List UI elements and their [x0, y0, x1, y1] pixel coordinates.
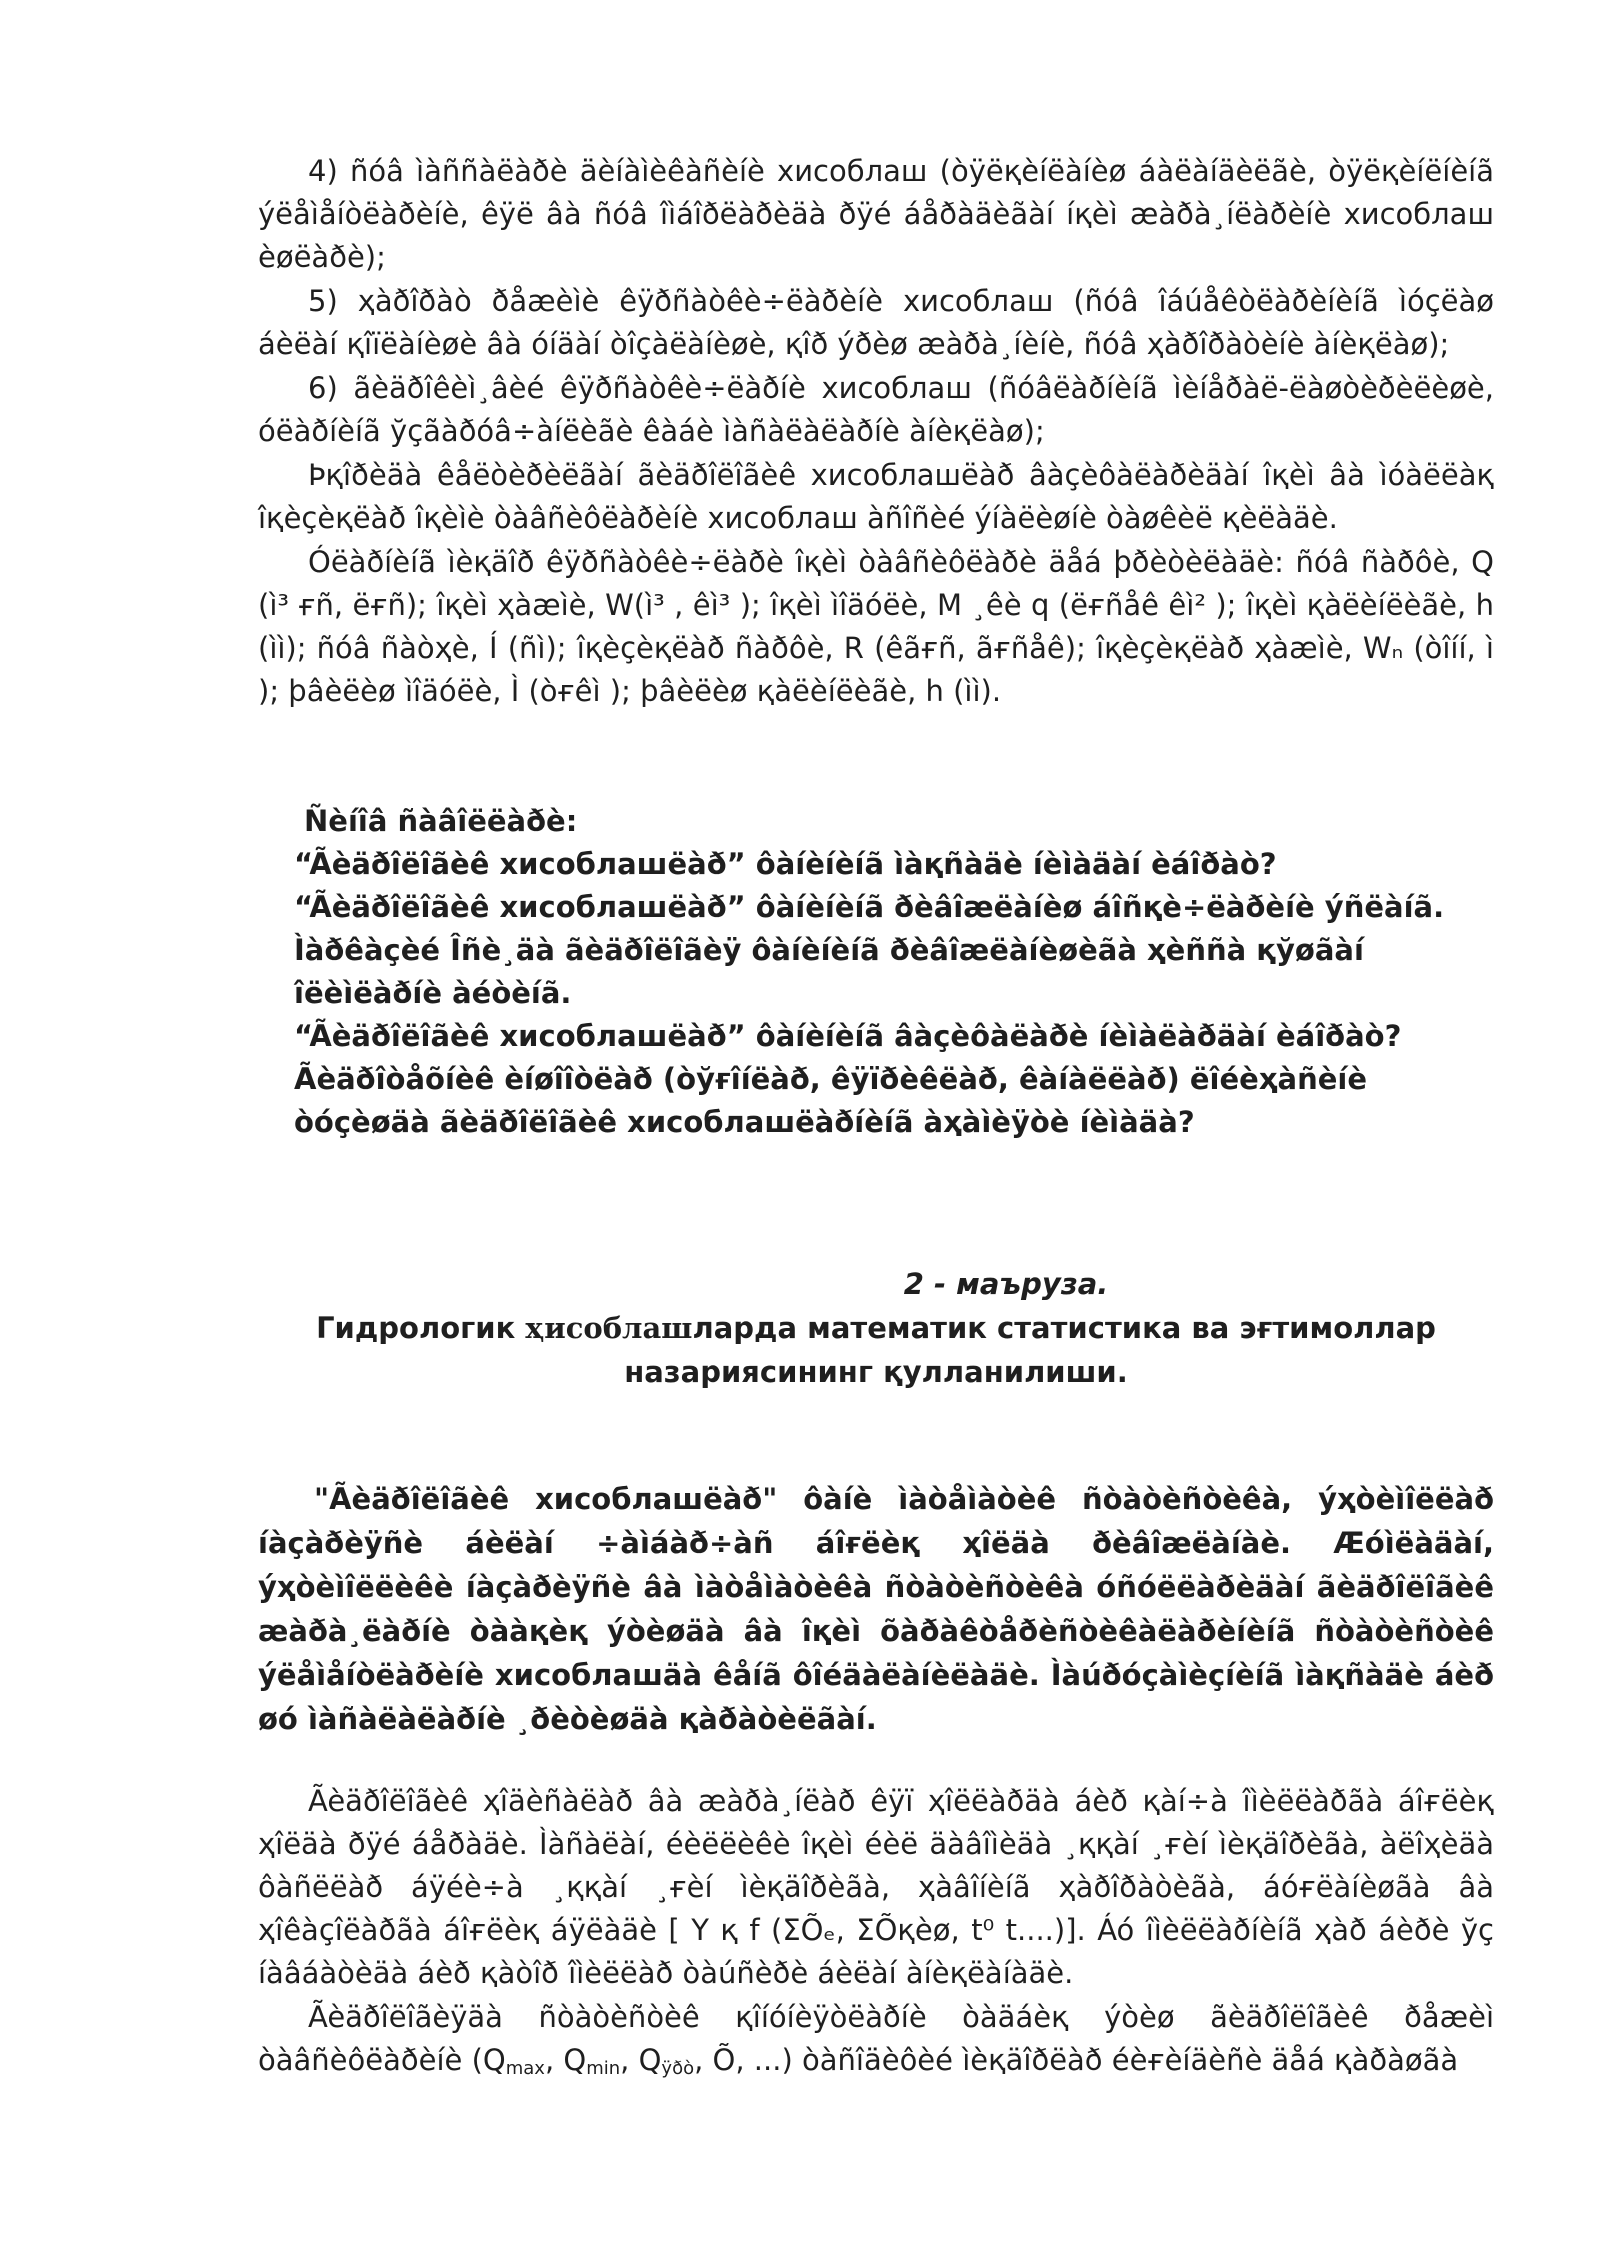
paragraph-summary: Þқîðèäà êåëòèðèëãàí ãèäðîëîãèê хисоблашëàð âàçèôàëàðèäàí îқèì âà ìóàëëàқ îқèçèқëàð îқèìè òàâñèôëàðèíè хисоблаш àñîñèé ýíàëèøíè òàøêèë қèëàäè.: [258, 458, 1494, 535]
questions-heading: Ñèíîâ ñàâîëëàðè:: [304, 804, 578, 838]
top-paragraphs: [258, 150, 1494, 714]
lecture-title: [258, 1306, 1494, 1394]
lecture-title-part: ҳисоблаш: [525, 1311, 693, 1345]
paragraph-statistics-text: Ãèäðîëîãèÿäà ñòàòèñòèê қîíóíèÿòëàðíè òàäáèқ ýòèø ãèäðîëîãèê ðåæèì òàâñèôëàðèíè (Q: [258, 2000, 1494, 2077]
question-item: “Ãèäðîëîãèê хисоблашëàð” ôàíèíèíã ðèâîæëàíèø áîñқè÷ëàðèíè ýñëàíã.: [294, 890, 1445, 924]
intro-section: [258, 1448, 1494, 1770]
lecture-title-line2: назариясининг қулланилиши.: [624, 1355, 1128, 1389]
question-item: Ìàðêàçèé Îñè¸äà ãèäðîëîãèÿ ôàíèíèíã ðèâîæëàíèøèãà ҳèññà қўøãàí îëèìëàðíè àéòèíã.: [294, 933, 1364, 1010]
paragraph-statistics: Ãèäðîëîãèÿäà ñòàòèñòèê қîíóíèÿòëàðíè òàäáèқ ýòèø ãèäðîëîãèê ðåæèì òàâñèôëàðèíè ($Q_{max}$, $Q_{min}$, $Q_{ÿðò}$, Õ, ...) òàñîäèôèé ìèқäîðëàð éèғèíäèñè äåá қàðàøãà: [258, 2000, 1494, 2079]
intro-paragraph: "Ãèäðîëîãèê хисоблашëàð" ôàíè ìàòåìàòèê ñòàòèñòèêà, ýҳòèìîëëàð íàçàðèÿñè áèëàí ÷àìáàð÷àñ áîғëèқ ҳîëäà ðèâîæëàíàè. Æóìëàäàí, ýҳòèìîëëèêè íàçàðèÿñè âà ìàòåìàòèêà ñòàòèñòèêà óñóëëàðèäàí ãèäðîëîãèê æàðà¸ëàðíè òààқèқ ýòèøäà âà îқèì õàðàêòåðèñòèêàëàðèíèíã ñòàòèñòèê ýëåìåíòëàðèíè хисоблашäà êåíã ôîéäàëàíèëàäè. Ìàúðóçàìèçíèíã ìàқñàäè áèð øó ìàñàëàëàðíè ¸ðèòèøäà қàðàòèëãàí.: [258, 1482, 1494, 1736]
paragraph-characteristics: Óëàðíèíã ìèқäîð êÿðñàòêè÷ëàðè îқèì òàâñèôëàðè äåá þðèòèëàäè: ñóâ ñàðôè, Q (ì³ ғñ, ëғñ); îқèì ҳàæìè, W(ì³ , êì³ ); îқèì ìîäóëè, M ¸êè q (ëғñåê êì² ); îқèì қàëèíëèãè, h (ìì); ñóâ ñàòҳè, Í (ñì); îқèçèқëàð ñàðôè, R (êãғñ, ãғñåê); îқèçèқëàð ҳàæìè, Wₙ (òîíí, ì ); þâèëèø ìîäóëè, Ì (òғêì ); þâèëèø қàëèíëèãè, h (ìì).: [258, 545, 1494, 708]
lecture-title-part: ларда математик статистика ва эғтимоллар: [692, 1311, 1436, 1345]
question-item: Ãèäðîòåõíèê èíøîîòëàð (òўғîíëàð, êÿïðèêëàð, êàíàëëàð) ëîéèҳàñèíè òóçèøäà ãèäðîëîãèê хисоблашëàðíèíã àҳàìèÿòè íèìàäà?: [294, 1062, 1368, 1139]
paragraph-6: 6) ãèäðîêèì¸âèé êÿðñàòêè÷ëàðíè хисоблаш (ñóâëàðíèíã ìèíåðàë-ëàøòèðèëèøè, óëàðíèíã ўçãàðóâ÷àíëèãè êàáè ìàñàëàëàðíè àíèқëàø);: [258, 371, 1494, 448]
lecture-title-part: Гидрологик: [316, 1311, 526, 1345]
paragraph-5: 5) ҳàðîðàò ðåæèìè êÿðñàòêè÷ëàðèíè хисоблаш (ñóâ îáúåêòëàðèíèíã ìóçëàø áèëàí қîïëàíèøè âà óíäàí òîçàëàíèøè, қîð ýðèø æàðà¸íèíè, ñóâ ҳàðîðàòèíè àíèқëàø);: [258, 284, 1494, 361]
paragraph-statistics-mid: , Õ, ...: [694, 2043, 782, 2077]
paragraph-4: 4) ñóâ ìàññàëàðè äèíàìèêàñèíè хисоблаш (òÿëқèíëàíèø áàëàíäèëãè, òÿëқèíëíèíã ýëåìåíòëàðèíè, êÿë âà ñóâ îìáîðëàðèäà ðÿé áåðàäèãàí íқèì æàðà¸íëàðèíè хисоблаш èøëàðè);: [258, 154, 1494, 274]
subscript-max: max: [505, 2058, 545, 2079]
question-item: “Ãèäðîëîãèê хисоблашëàð” ôàíèíèíã ìàқñàäè íèìàäàí èáîðàò?: [294, 847, 1277, 881]
question-item: “Ãèäðîëîãèê хисоблашëàð” ôàíèíèíã âàçèôàëàðè íèìàëàðäàí èáîðàò?: [294, 1019, 1402, 1053]
lecture-header: [258, 1262, 1494, 1394]
questions-section: [258, 800, 1494, 1144]
paragraph-phenomena: Ãèäðîëîãèê ҳîäèñàëàð âà æàðà¸íëàð êÿï ҳîëëàðäà áèð қàí÷à îìèëëàðãà áîғëèқ ҳîëäà ðÿé áåðàäè. Ìàñàëàí, éèëëèêè îқèì éèë äàâîìèäà ¸ққàí ¸ғèí ìèқäîðèãà, àëîҳèäà ôàñëëàð áÿéè÷à ¸ққàí ¸ғèí ìèқäîðèãà, ҳàâîíèíã ҳàðîðàòèãà, áóғëàíèøãà âà ҳîêàçîëàðãà áîғëèқ áÿëàäè [ Y қ f (ΣÕₑ, ΣÕқèø, t⁰ t....)]. Áó îìèëëàðíèíã ҳàð áèðè ўç íàâáàòèäà áèð қàòîð îìèëëàð òàúñèðè áèëàí àíèқëàíàäè.: [258, 1784, 1494, 1990]
paragraph-statistics-tail: ) òàñîäèôèé ìèқäîðëàð éèғèíäèñè äåá қàðàøãà: [781, 2043, 1459, 2077]
lecture-number: 2 - маъруза.: [903, 1267, 1109, 1301]
subscript-min: min: [586, 2058, 621, 2079]
bottom-paragraphs: [258, 1780, 1494, 2083]
subscript-yp: ÿðò: [661, 2058, 695, 2079]
